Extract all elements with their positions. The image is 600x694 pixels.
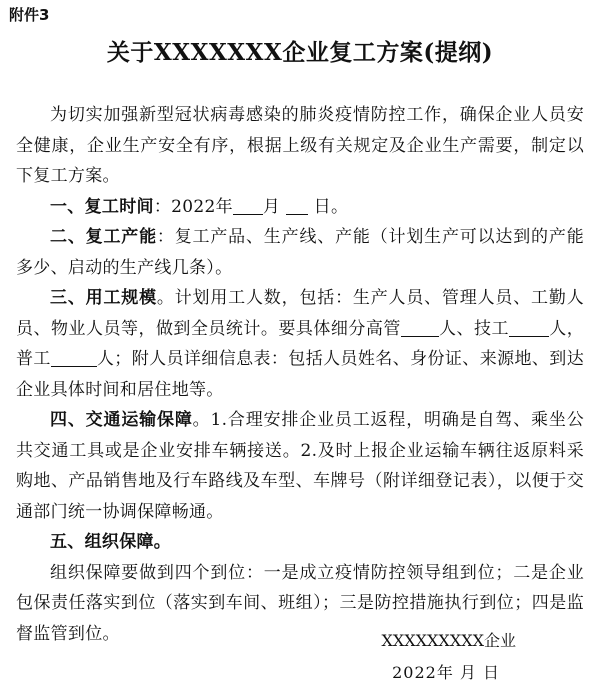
section-1-text-b: 月 xyxy=(262,196,281,217)
section-5-heading-line xyxy=(16,527,584,558)
section-3-text-d: 人；附人员详细信息表：包括人员姓名、身份证、来源地、到达企业具体时间和居住地等。 xyxy=(16,349,584,400)
section-1-text-a: 2022年 xyxy=(171,196,233,217)
workers-blank xyxy=(51,348,97,367)
section-3-text-a: 。计划用工人数，包括：生产人员、管理人员、工勤人员、物业人员等，做到全员统计。要具体细分高管 xyxy=(16,288,584,339)
signature-date: 2022年 月 日 xyxy=(392,663,500,682)
section-2 xyxy=(16,222,584,283)
document-title: 关于XXXXXXX企业复工方案(提纲) xyxy=(106,39,494,66)
section-4-heading: 四、交通运输保障 xyxy=(50,410,193,430)
section-5-heading: 五、组织保障。 xyxy=(50,532,172,552)
section-2-heading: 二、复工产能 xyxy=(50,227,157,247)
intro-paragraph: 为切实加强新型冠状病毒感染的肺炎疫情防控工作，确保企业人员安全健康，企业生产安全有序，根据上级有关规定及企业生产需要，制定以下复工方案。 xyxy=(16,105,584,186)
signature: XXXXXXXXX企业 xyxy=(381,631,516,650)
section-1 xyxy=(16,192,584,223)
section-3-text-b: 人、技工 xyxy=(438,318,510,339)
section-3-heading: 三、用工规模 xyxy=(50,288,157,308)
section-3 xyxy=(16,283,584,405)
section-4-text: 。1.合理安排企业员工返程，明确是自驾、乘坐公共交通工具或是企业安排车辆接送。2.及时上报企业运输车辆往返原料采购地、产品销售地及行车路线及车型、车牌号（附详细登记表），以便于交通部门统一协调保障畅通。 xyxy=(16,410,584,522)
document-body xyxy=(16,100,584,649)
section-1-text-c: 日。 xyxy=(313,196,349,217)
day-blank xyxy=(286,196,308,215)
year-month-blank xyxy=(233,196,263,215)
section-2-text: ：复工产品、生产线、产能（计划生产可以达到的产能多少、启动的生产线几条）。 xyxy=(16,227,584,278)
technicians-blank xyxy=(509,318,549,337)
section-5-text: 组织保障要做到四个到位：一是成立疫情防控领导组到位；二是企业包保责任落实到位（落实到车间、班组）；三是防控措施执行到位；四是监督监管到位。 xyxy=(16,562,584,644)
section-1-heading: 一、复工时间 xyxy=(50,196,154,217)
section-4 xyxy=(16,405,584,527)
section-1-colon: ： xyxy=(153,196,172,217)
section-3-text-c: 人，普工 xyxy=(16,318,585,369)
attachment-label: 附件3 xyxy=(9,6,50,24)
managers-blank xyxy=(401,318,439,337)
